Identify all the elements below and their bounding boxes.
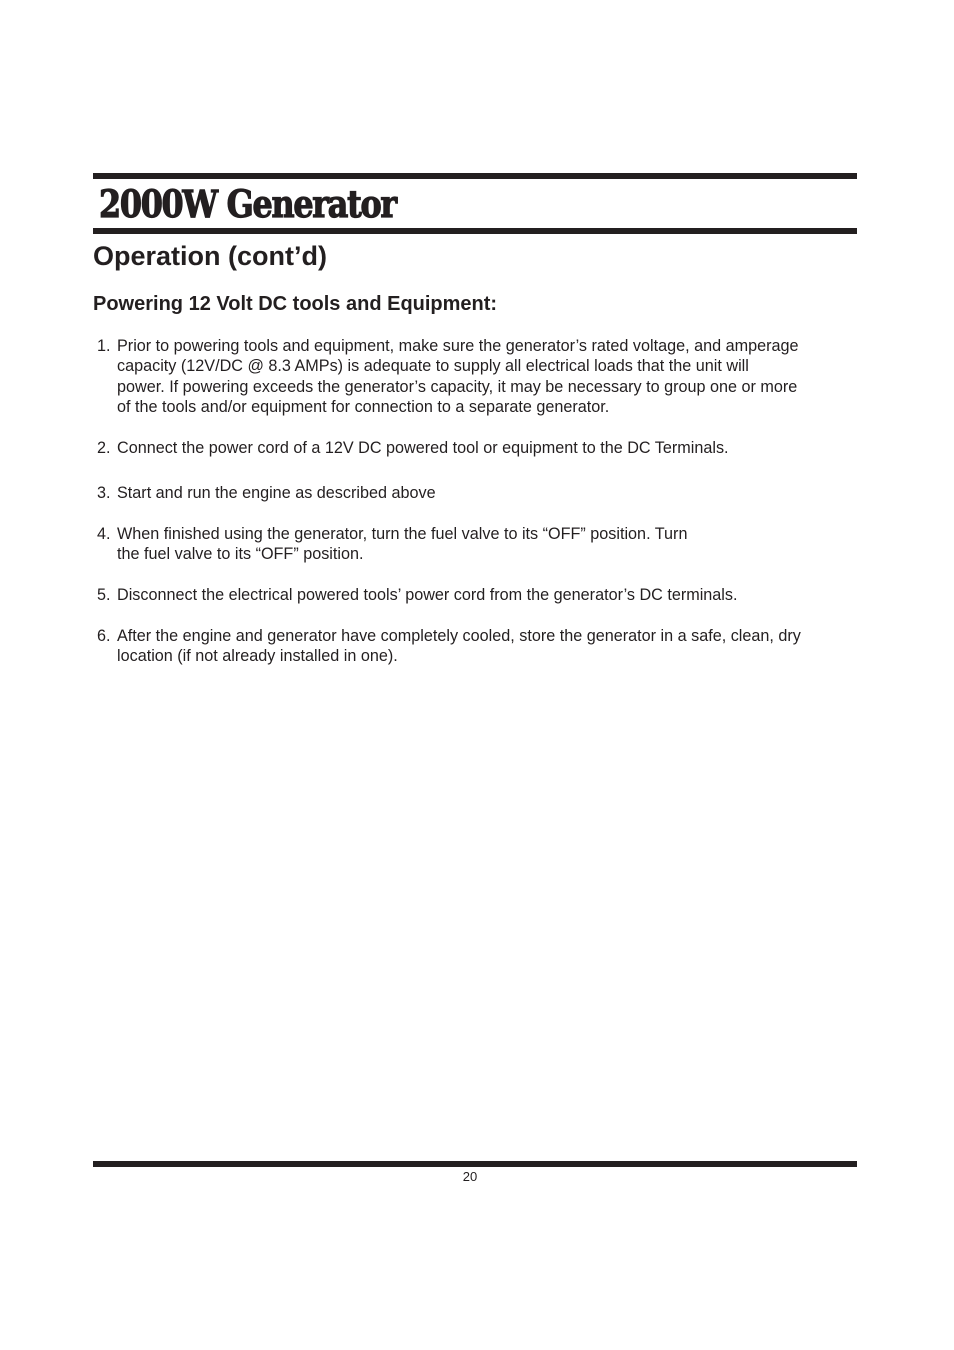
step-text-line: power. If powering exceeds the generator’s capacity, it may be necessary to group one or more (117, 377, 798, 396)
step-text (117, 524, 869, 565)
instruction-step (97, 438, 869, 458)
step-number: 6. (97, 627, 111, 645)
step-number: 2. (97, 439, 111, 457)
step-text (117, 483, 869, 503)
step-text-line: the fuel valve to its “OFF” position. (117, 545, 364, 564)
page-number: 20 (462, 1169, 478, 1184)
instruction-step (97, 626, 869, 667)
step-text (117, 626, 869, 667)
instruction-step (97, 585, 869, 605)
instruction-step (97, 336, 869, 417)
step-text-line: location (if not already installed in one). (117, 647, 398, 666)
step-text-line: After the engine and generator have completely cooled, store the generator in a safe, clean, dry (117, 627, 801, 645)
section-title: Operation (cont’d) (93, 241, 327, 271)
product-title: 2000W Generator (99, 182, 396, 226)
step-text-line: Connect the power cord of a 12V DC powered tool or equipment to the DC Terminals. (117, 439, 729, 457)
step-text-line: Disconnect the electrical powered tools’ power cord from the generator’s DC terminals. (117, 586, 738, 604)
step-text-line: When finished using the generator, turn the fuel valve to its “OFF” position. Turn (117, 525, 688, 543)
step-text-line: Start and run the engine as described above (117, 484, 436, 502)
instruction-step (97, 524, 869, 565)
footer-rule (93, 1161, 857, 1167)
header-top-rule (93, 173, 857, 179)
step-text (117, 438, 869, 458)
instruction-step (97, 483, 869, 503)
step-text-line: Prior to powering tools and equipment, make sure the generator’s rated voltage, and amperage (117, 337, 799, 355)
step-number: 1. (97, 337, 111, 355)
step-text (117, 585, 869, 605)
step-text-line: of the tools and/or equipment for connection to a separate generator. (117, 397, 610, 416)
subsection-title: Powering 12 Volt DC tools and Equipment: (93, 293, 498, 315)
step-text (117, 336, 869, 417)
step-number: 5. (97, 586, 111, 604)
header-bottom-rule (93, 228, 857, 234)
step-number: 4. (97, 525, 111, 543)
step-number: 3. (97, 484, 111, 502)
step-text-line: capacity (12V/DC @ 8.3 AMPs) is adequate to supply all electrical loads that the unit will (117, 357, 749, 376)
